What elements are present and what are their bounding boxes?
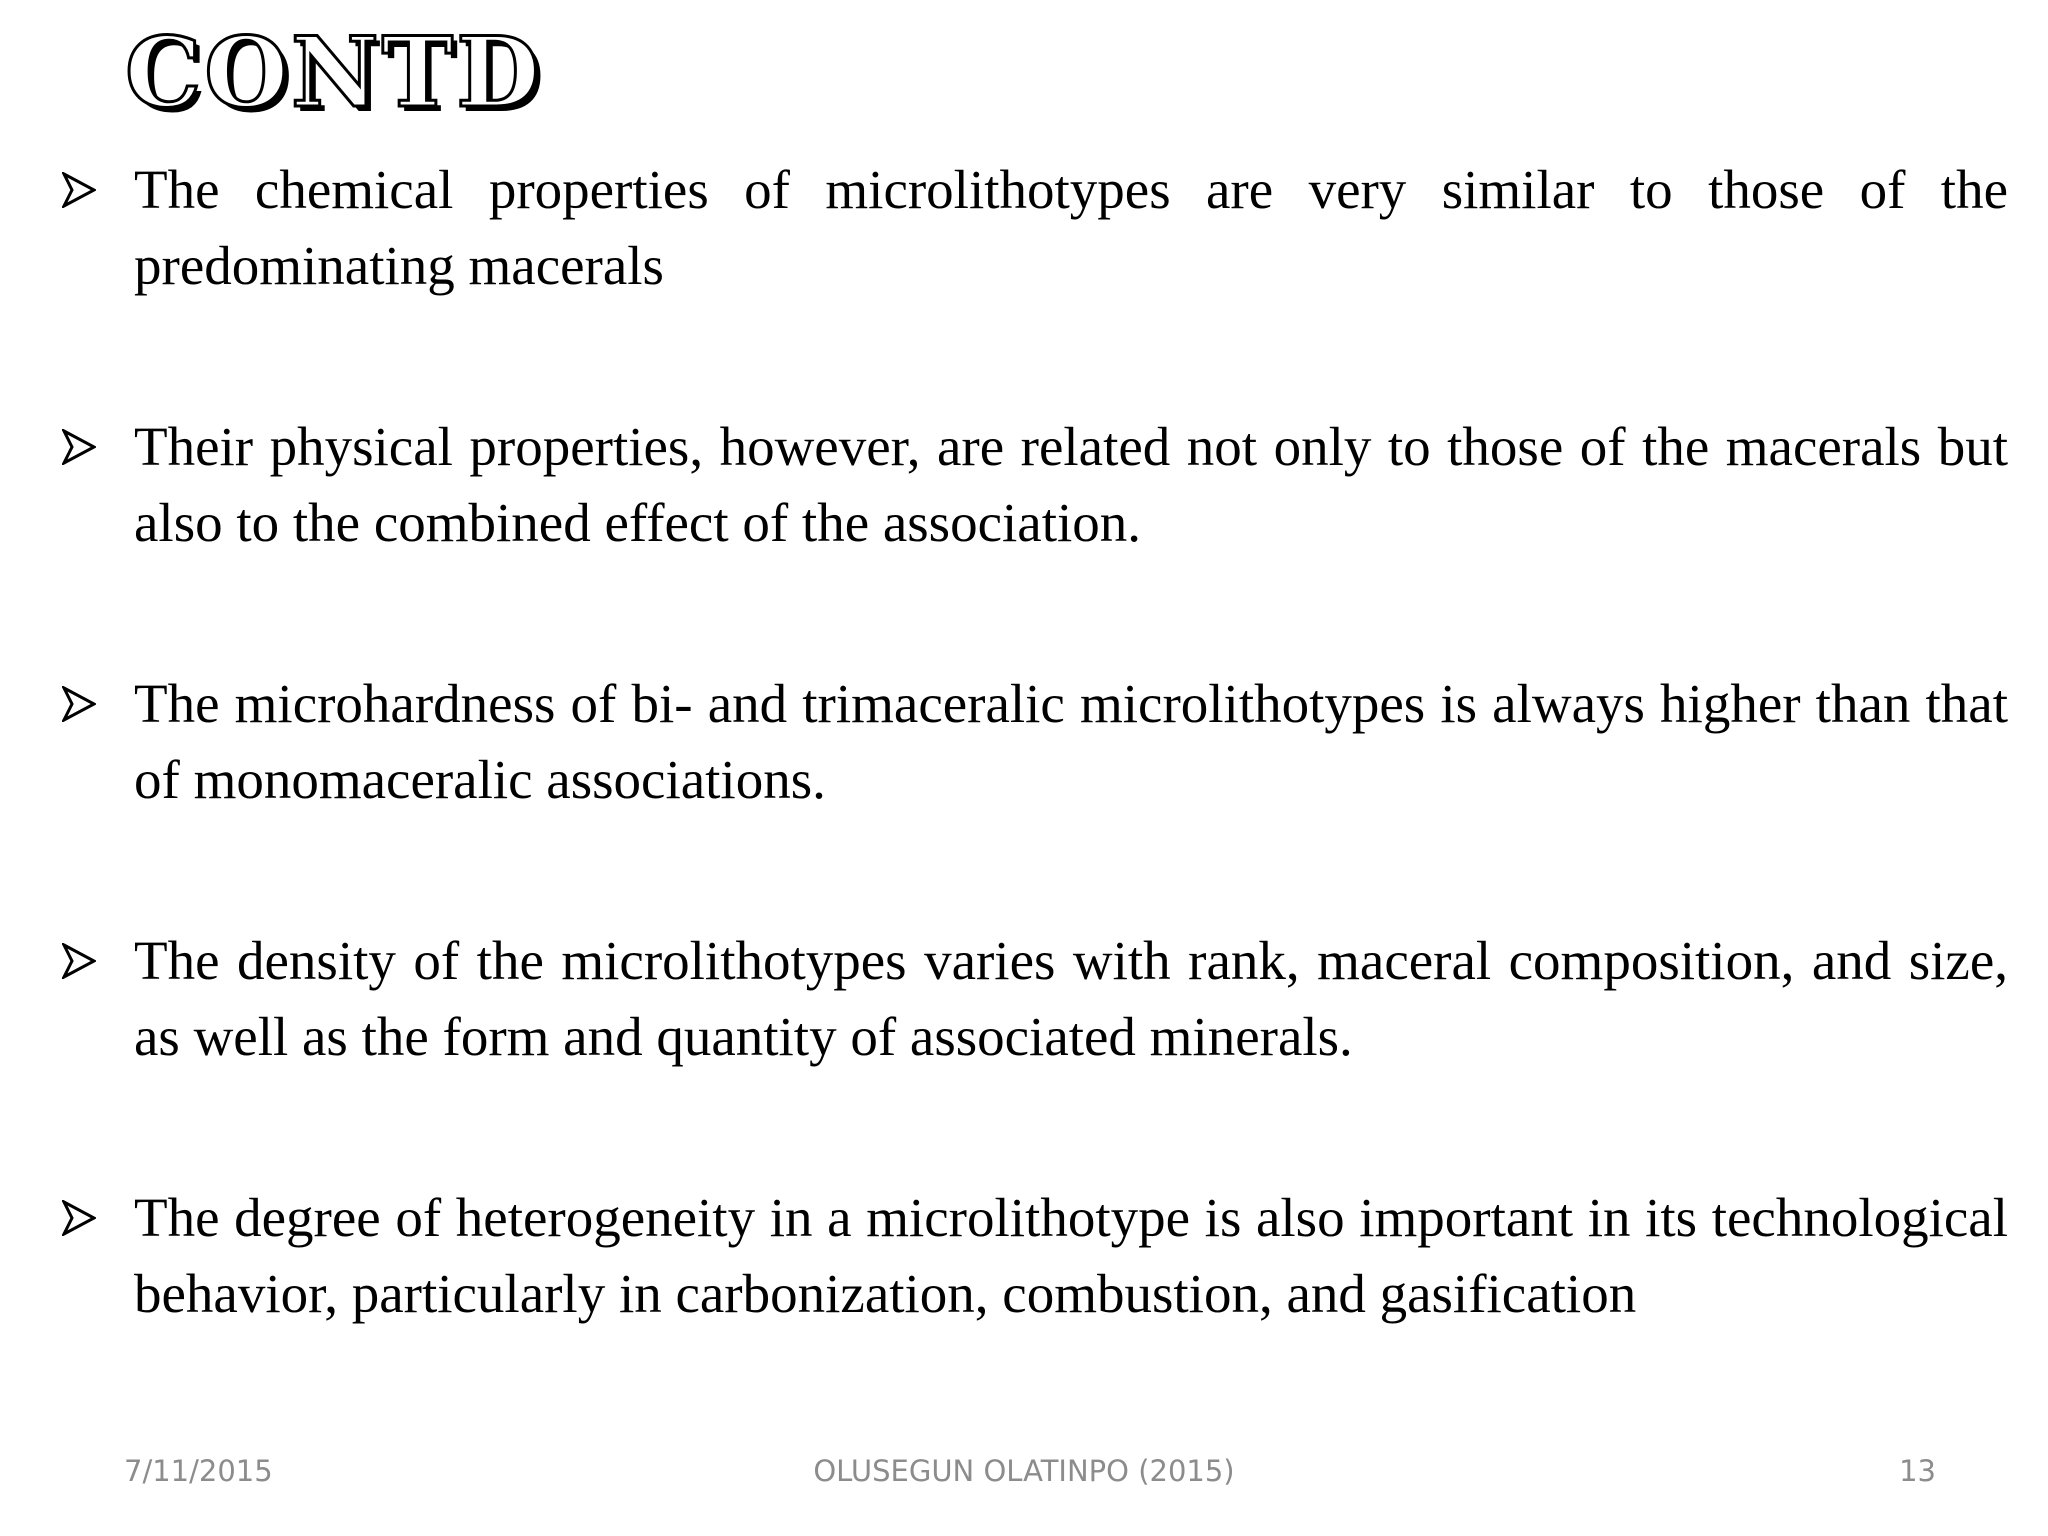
bullet-text: The microhardness of bi- and trimaceralic microlithotypes is always higher than that of monomaceralic associations. [134, 673, 2008, 810]
arrowhead-bullet-icon [62, 923, 122, 999]
arrowhead-bullet-icon [62, 152, 122, 228]
bullet-item-2 [62, 409, 2008, 561]
bullet-item-1 [62, 152, 2008, 304]
arrowhead-bullet-icon [62, 666, 122, 742]
footer-author: OLUSEGUN OLATINPO (2015) [813, 1454, 1235, 1488]
footer-date: 7/11/2015 [124, 1454, 273, 1488]
bullet-list [62, 152, 2008, 1332]
bullet-item-5 [62, 1180, 2008, 1332]
slide-number: 13 [1899, 1454, 1936, 1488]
bullet-text: The chemical properties of microlithotypes are very similar to those of the predominating macerals [134, 159, 2008, 296]
bullet-item-3 [62, 666, 2008, 818]
arrowhead-bullet-icon [62, 409, 122, 485]
slide-title: CONTD [125, 16, 543, 129]
bullet-text: Their physical properties, however, are related not only to those of the macerals but also to the combined effect of the association. [134, 416, 2008, 553]
bullet-item-4 [62, 923, 2008, 1075]
bullet-text: The density of the microlithotypes varies with rank, maceral composition, and size, as well as the form and quantity of associated minerals. [134, 930, 2008, 1067]
bullet-text: The degree of heterogeneity in a microlithotype is also important in its technological behavior, particularly in carbonization, combustion, and gasification [134, 1187, 2008, 1324]
arrowhead-bullet-icon [62, 1180, 122, 1256]
